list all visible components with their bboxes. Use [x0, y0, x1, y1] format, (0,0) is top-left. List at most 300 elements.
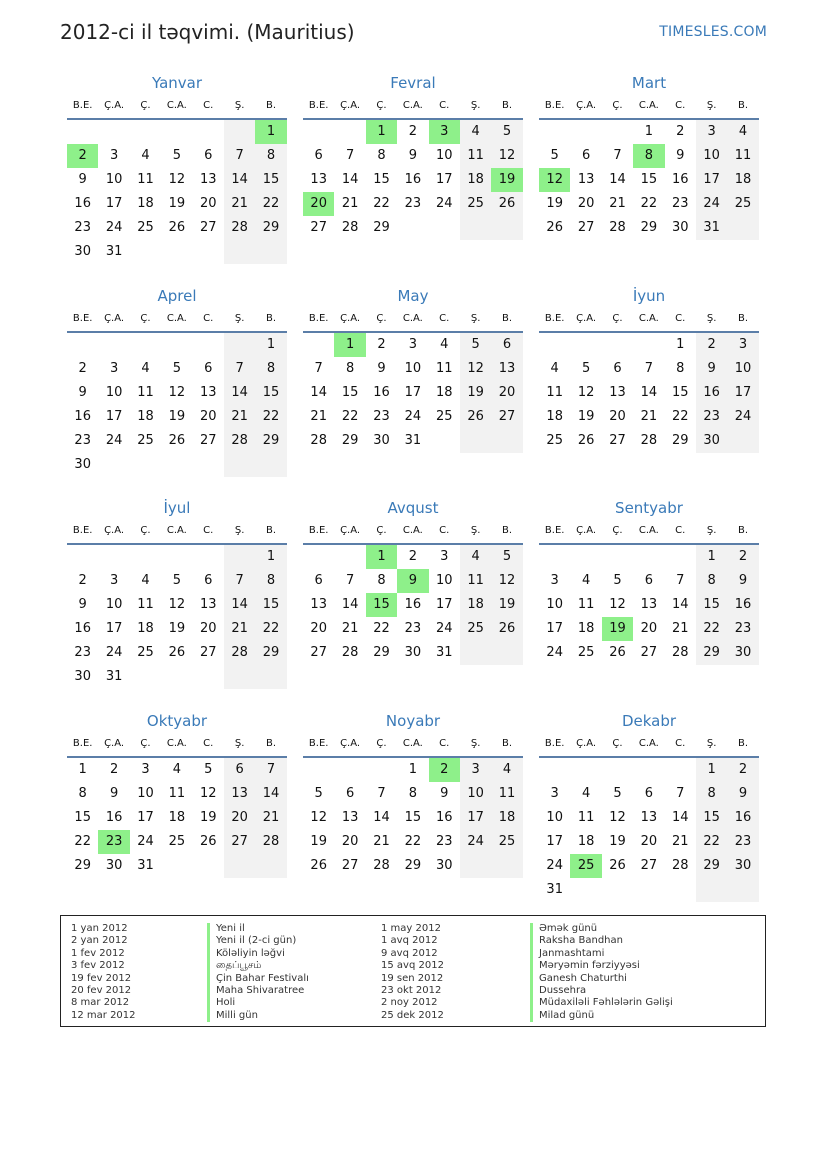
day-cell[interactable]: 12 — [609, 810, 626, 825]
day-cell[interactable]: 9 — [78, 172, 87, 187]
day-cell[interactable]: 9 — [727, 569, 758, 593]
day-cell[interactable]: 18 — [460, 168, 491, 192]
day-cell[interactable]: 20 — [341, 834, 359, 849]
day-cell[interactable]: 31 — [546, 882, 563, 897]
day-cell[interactable]: 10 — [727, 357, 758, 381]
day-cell[interactable]: 3 — [440, 549, 449, 564]
day-cell[interactable]: 17 — [105, 196, 123, 211]
day-cell[interactable]: 29 — [696, 641, 727, 665]
day-cell[interactable]: 1 — [78, 762, 87, 777]
day-cell[interactable]: 24 — [546, 858, 563, 873]
day-cell[interactable]: 2 — [727, 545, 758, 569]
day-cell[interactable]: 3 — [727, 333, 758, 357]
day-cell[interactable]: 21 — [640, 409, 658, 424]
day-cell[interactable]: 10 — [105, 385, 123, 400]
day-cell[interactable]: 30 — [671, 220, 689, 235]
day-cell[interactable]: 2 — [696, 333, 727, 357]
day-cell[interactable]: 8 — [255, 357, 286, 381]
day-cell[interactable]: 11 — [137, 385, 154, 400]
day-cell[interactable]: 23 — [727, 830, 758, 854]
day-cell[interactable]: 28 — [224, 641, 255, 665]
day-cell[interactable]: 13 — [310, 172, 327, 187]
day-cell[interactable]: 7 — [224, 144, 255, 168]
day-cell[interactable]: 12 — [491, 144, 522, 168]
day-cell[interactable]: 4 — [460, 120, 491, 144]
day-cell[interactable]: 12 — [168, 597, 186, 612]
day-cell[interactable]: 24 — [696, 192, 727, 216]
day-cell[interactable]: 18 — [546, 409, 563, 424]
day-cell[interactable]: 13 — [310, 597, 327, 612]
day-cell[interactable]: 3 — [550, 786, 559, 801]
day-cell[interactable]: 19 — [168, 409, 186, 424]
day-cell[interactable]: 30 — [74, 669, 91, 684]
day-cell[interactable]: 21 — [224, 405, 255, 429]
day-cell[interactable]: 21 — [255, 806, 286, 830]
day-cell[interactable]: 20 — [609, 409, 626, 424]
holiday-day[interactable]: 19 — [491, 168, 522, 192]
day-cell[interactable]: 22 — [404, 834, 422, 849]
day-cell[interactable]: 4 — [491, 758, 522, 782]
day-cell[interactable]: 5 — [491, 545, 522, 569]
day-cell[interactable]: 1 — [696, 758, 727, 782]
day-cell[interactable]: 14 — [671, 597, 689, 612]
day-cell[interactable]: 17 — [435, 172, 453, 187]
day-cell[interactable]: 9 — [727, 782, 758, 806]
day-cell[interactable]: 15 — [404, 810, 422, 825]
holiday-day[interactable]: 9 — [397, 569, 428, 593]
day-cell[interactable]: 27 — [491, 405, 522, 429]
day-cell[interactable]: 22 — [255, 192, 286, 216]
holiday-day[interactable]: 12 — [539, 168, 570, 192]
day-cell[interactable]: 14 — [310, 385, 327, 400]
day-cell[interactable]: 31 — [137, 858, 154, 873]
day-cell[interactable]: 29 — [373, 220, 390, 235]
day-cell[interactable]: 27 — [640, 858, 658, 873]
day-cell[interactable]: 16 — [74, 196, 91, 211]
day-cell[interactable]: 8 — [78, 786, 87, 801]
day-cell[interactable]: 30 — [727, 854, 758, 878]
day-cell[interactable]: 28 — [671, 858, 689, 873]
day-cell[interactable]: 25 — [435, 409, 453, 424]
day-cell[interactable]: 23 — [435, 834, 453, 849]
day-cell[interactable]: 8 — [255, 144, 286, 168]
day-cell[interactable]: 20 — [224, 806, 255, 830]
day-cell[interactable]: 9 — [408, 148, 417, 163]
day-cell[interactable]: 5 — [172, 573, 181, 588]
day-cell[interactable]: 11 — [577, 810, 595, 825]
day-cell[interactable]: 6 — [581, 148, 591, 163]
day-cell[interactable]: 12 — [168, 385, 186, 400]
day-cell[interactable]: 24 — [435, 196, 453, 211]
holiday-day[interactable]: 2 — [429, 758, 460, 782]
day-cell[interactable]: 2 — [78, 573, 87, 588]
day-cell[interactable]: 30 — [435, 858, 453, 873]
day-cell[interactable]: 14 — [373, 810, 390, 825]
day-cell[interactable]: 3 — [141, 762, 150, 777]
day-cell[interactable]: 12 — [609, 597, 626, 612]
day-cell[interactable]: 13 — [199, 385, 217, 400]
day-cell[interactable]: 22 — [255, 617, 286, 641]
day-cell[interactable]: 7 — [377, 786, 386, 801]
day-cell[interactable]: 24 — [727, 405, 758, 429]
day-cell[interactable]: 1 — [696, 545, 727, 569]
day-cell[interactable]: 27 — [310, 645, 327, 660]
holiday-day[interactable]: 19 — [602, 617, 633, 641]
day-cell[interactable]: 21 — [341, 621, 359, 636]
day-cell[interactable]: 26 — [168, 220, 186, 235]
day-cell[interactable]: 1 — [676, 337, 685, 352]
day-cell[interactable]: 11 — [137, 597, 154, 612]
day-cell[interactable]: 22 — [696, 830, 727, 854]
day-cell[interactable]: 9 — [78, 385, 87, 400]
day-cell[interactable]: 23 — [74, 645, 91, 660]
day-cell[interactable]: 27 — [341, 858, 359, 873]
day-cell[interactable]: 24 — [435, 621, 453, 636]
day-cell[interactable]: 26 — [546, 220, 563, 235]
day-cell[interactable]: 4 — [141, 573, 150, 588]
day-cell[interactable]: 15 — [341, 385, 359, 400]
day-cell[interactable]: 7 — [224, 357, 255, 381]
day-cell[interactable]: 11 — [137, 172, 154, 187]
day-cell[interactable]: 27 — [199, 220, 217, 235]
day-cell[interactable]: 1 — [255, 545, 286, 569]
day-cell[interactable]: 13 — [577, 172, 595, 187]
day-cell[interactable]: 3 — [109, 361, 119, 376]
day-cell[interactable]: 14 — [341, 172, 359, 187]
day-cell[interactable]: 8 — [696, 782, 727, 806]
day-cell[interactable]: 20 — [199, 409, 217, 424]
day-cell[interactable]: 4 — [141, 361, 150, 376]
day-cell[interactable]: 16 — [727, 593, 758, 617]
day-cell[interactable]: 25 — [727, 192, 758, 216]
day-cell[interactable]: 15 — [696, 806, 727, 830]
day-cell[interactable]: 16 — [671, 172, 689, 187]
day-cell[interactable]: 15 — [640, 172, 658, 187]
day-cell[interactable]: 13 — [640, 597, 658, 612]
day-cell[interactable]: 4 — [141, 148, 150, 163]
day-cell[interactable]: 23 — [373, 409, 390, 424]
day-cell[interactable]: 6 — [644, 786, 653, 801]
day-cell[interactable]: 6 — [314, 148, 323, 163]
day-cell[interactable]: 14 — [255, 782, 286, 806]
day-cell[interactable]: 4 — [581, 786, 591, 801]
day-cell[interactable]: 27 — [199, 645, 217, 660]
day-cell[interactable]: 31 — [105, 244, 123, 259]
day-cell[interactable]: 22 — [671, 409, 689, 424]
day-cell[interactable]: 9 — [109, 786, 119, 801]
day-cell[interactable]: 16 — [435, 810, 453, 825]
day-cell[interactable]: 16 — [74, 621, 91, 636]
day-cell[interactable]: 26 — [491, 617, 522, 641]
day-cell[interactable]: 16 — [74, 409, 91, 424]
day-cell[interactable]: 5 — [613, 786, 622, 801]
day-cell[interactable]: 3 — [696, 120, 727, 144]
day-cell[interactable]: 18 — [460, 593, 491, 617]
day-cell[interactable]: 23 — [727, 617, 758, 641]
day-cell[interactable]: 29 — [404, 858, 422, 873]
day-cell[interactable]: 19 — [577, 409, 595, 424]
day-cell[interactable]: 7 — [345, 573, 355, 588]
day-cell[interactable]: 11 — [435, 361, 453, 376]
day-cell[interactable]: 21 — [310, 409, 327, 424]
day-cell[interactable]: 9 — [440, 786, 449, 801]
day-cell[interactable]: 8 — [676, 361, 685, 376]
day-cell[interactable]: 8 — [377, 573, 386, 588]
day-cell[interactable]: 12 — [577, 385, 595, 400]
day-cell[interactable]: 29 — [671, 433, 689, 448]
day-cell[interactable]: 7 — [613, 148, 622, 163]
day-cell[interactable]: 4 — [440, 337, 449, 352]
day-cell[interactable]: 14 — [671, 810, 689, 825]
holiday-day[interactable]: 3 — [429, 120, 460, 144]
day-cell[interactable]: 7 — [345, 148, 355, 163]
day-cell[interactable]: 22 — [74, 834, 91, 849]
day-cell[interactable]: 6 — [644, 573, 653, 588]
day-cell[interactable]: 25 — [577, 645, 595, 660]
day-cell[interactable]: 28 — [373, 858, 390, 873]
day-cell[interactable]: 8 — [255, 569, 286, 593]
day-cell[interactable]: 19 — [310, 834, 327, 849]
day-cell[interactable]: 6 — [224, 758, 255, 782]
day-cell[interactable]: 3 — [460, 758, 491, 782]
day-cell[interactable]: 10 — [105, 597, 123, 612]
day-cell[interactable]: 26 — [168, 433, 186, 448]
day-cell[interactable]: 10 — [435, 573, 453, 588]
day-cell[interactable]: 12 — [199, 786, 217, 801]
day-cell[interactable]: 30 — [373, 433, 390, 448]
day-cell[interactable]: 19 — [460, 381, 491, 405]
day-cell[interactable]: 10 — [460, 782, 491, 806]
day-cell[interactable]: 27 — [310, 220, 327, 235]
day-cell[interactable]: 5 — [613, 573, 622, 588]
day-cell[interactable]: 2 — [377, 337, 386, 352]
day-cell[interactable]: 24 — [105, 433, 123, 448]
day-cell[interactable]: 23 — [696, 405, 727, 429]
day-cell[interactable]: 8 — [696, 569, 727, 593]
day-cell[interactable]: 9 — [696, 357, 727, 381]
day-cell[interactable]: 20 — [199, 621, 217, 636]
day-cell[interactable]: 11 — [577, 597, 595, 612]
day-cell[interactable]: 4 — [550, 361, 559, 376]
day-cell[interactable]: 17 — [105, 621, 123, 636]
day-cell[interactable]: 19 — [546, 196, 563, 211]
day-cell[interactable]: 25 — [546, 433, 563, 448]
day-cell[interactable]: 18 — [577, 834, 595, 849]
day-cell[interactable]: 30 — [74, 244, 91, 259]
day-cell[interactable]: 26 — [609, 858, 626, 873]
day-cell[interactable]: 16 — [404, 597, 422, 612]
day-cell[interactable]: 15 — [74, 810, 91, 825]
day-cell[interactable]: 15 — [373, 172, 390, 187]
day-cell[interactable]: 29 — [255, 216, 286, 240]
holiday-day[interactable]: 1 — [366, 545, 397, 569]
day-cell[interactable]: 5 — [172, 148, 181, 163]
day-cell[interactable]: 7 — [676, 786, 685, 801]
day-cell[interactable]: 13 — [640, 810, 658, 825]
day-cell[interactable]: 29 — [696, 854, 727, 878]
day-cell[interactable]: 30 — [105, 858, 123, 873]
day-cell[interactable]: 13 — [199, 597, 217, 612]
day-cell[interactable]: 6 — [491, 333, 522, 357]
day-cell[interactable]: 23 — [671, 196, 689, 211]
day-cell[interactable]: 18 — [137, 621, 154, 636]
day-cell[interactable]: 29 — [341, 433, 359, 448]
day-cell[interactable]: 15 — [696, 593, 727, 617]
day-cell[interactable]: 6 — [204, 361, 213, 376]
day-cell[interactable]: 26 — [609, 645, 626, 660]
day-cell[interactable]: 28 — [224, 216, 255, 240]
day-cell[interactable]: 16 — [373, 385, 390, 400]
day-cell[interactable]: 10 — [546, 810, 563, 825]
day-cell[interactable]: 26 — [491, 192, 522, 216]
day-cell[interactable]: 19 — [168, 621, 186, 636]
holiday-day[interactable]: 20 — [303, 192, 334, 216]
day-cell[interactable]: 16 — [696, 381, 727, 405]
day-cell[interactable]: 2 — [727, 758, 758, 782]
day-cell[interactable]: 18 — [491, 806, 522, 830]
day-cell[interactable]: 5 — [204, 762, 213, 777]
day-cell[interactable]: 26 — [577, 433, 595, 448]
day-cell[interactable]: 13 — [224, 782, 255, 806]
day-cell[interactable]: 2 — [78, 361, 87, 376]
day-cell[interactable]: 17 — [546, 834, 563, 849]
day-cell[interactable]: 20 — [640, 621, 658, 636]
day-cell[interactable]: 5 — [172, 361, 181, 376]
day-cell[interactable]: 11 — [727, 144, 758, 168]
day-cell[interactable]: 29 — [255, 429, 286, 453]
day-cell[interactable]: 6 — [314, 573, 323, 588]
day-cell[interactable]: 28 — [310, 433, 327, 448]
day-cell[interactable]: 19 — [609, 834, 626, 849]
day-cell[interactable]: 16 — [105, 810, 123, 825]
day-cell[interactable]: 22 — [373, 621, 390, 636]
day-cell[interactable]: 20 — [310, 621, 327, 636]
day-cell[interactable]: 11 — [546, 385, 563, 400]
day-cell[interactable]: 23 — [404, 196, 422, 211]
day-cell[interactable]: 31 — [105, 669, 123, 684]
day-cell[interactable]: 10 — [105, 172, 123, 187]
day-cell[interactable]: 5 — [314, 786, 323, 801]
day-cell[interactable]: 25 — [460, 192, 491, 216]
day-cell[interactable]: 15 — [255, 381, 286, 405]
day-cell[interactable]: 14 — [341, 597, 359, 612]
day-cell[interactable]: 7 — [644, 361, 653, 376]
day-cell[interactable]: 14 — [224, 381, 255, 405]
day-cell[interactable]: 23 — [74, 433, 91, 448]
day-cell[interactable]: 26 — [310, 858, 327, 873]
holiday-day[interactable]: 1 — [334, 333, 365, 357]
holiday-day[interactable]: 23 — [98, 830, 129, 854]
day-cell[interactable]: 22 — [255, 405, 286, 429]
day-cell[interactable]: 12 — [460, 357, 491, 381]
day-cell[interactable]: 6 — [204, 148, 213, 163]
day-cell[interactable]: 31 — [696, 216, 727, 240]
day-cell[interactable]: 1 — [644, 124, 653, 139]
day-cell[interactable]: 9 — [78, 597, 87, 612]
day-cell[interactable]: 29 — [373, 645, 390, 660]
day-cell[interactable]: 31 — [435, 645, 453, 660]
day-cell[interactable]: 25 — [137, 645, 154, 660]
day-cell[interactable]: 27 — [577, 220, 595, 235]
day-cell[interactable]: 25 — [491, 830, 522, 854]
day-cell[interactable]: 2 — [109, 762, 119, 777]
day-cell[interactable]: 20 — [491, 381, 522, 405]
day-cell[interactable]: 21 — [373, 834, 390, 849]
day-cell[interactable]: 29 — [255, 641, 286, 665]
day-cell[interactable]: 1 — [408, 762, 417, 777]
day-cell[interactable]: 5 — [550, 148, 559, 163]
day-cell[interactable]: 25 — [137, 220, 154, 235]
day-cell[interactable]: 4 — [581, 573, 591, 588]
day-cell[interactable]: 30 — [404, 645, 422, 660]
day-cell[interactable]: 8 — [345, 361, 355, 376]
day-cell[interactable]: 13 — [199, 172, 217, 187]
day-cell[interactable]: 28 — [224, 429, 255, 453]
day-cell[interactable]: 28 — [671, 645, 689, 660]
day-cell[interactable]: 21 — [671, 621, 689, 636]
day-cell[interactable]: 24 — [105, 645, 123, 660]
day-cell[interactable]: 28 — [341, 645, 359, 660]
day-cell[interactable]: 5 — [491, 120, 522, 144]
day-cell[interactable]: 14 — [609, 172, 626, 187]
day-cell[interactable]: 10 — [546, 597, 563, 612]
holiday-day[interactable]: 8 — [633, 144, 664, 168]
day-cell[interactable]: 7 — [255, 758, 286, 782]
day-cell[interactable]: 3 — [550, 573, 559, 588]
day-cell[interactable]: 22 — [640, 196, 658, 211]
day-cell[interactable]: 20 — [640, 834, 658, 849]
day-cell[interactable]: 8 — [377, 148, 386, 163]
day-cell[interactable]: 10 — [137, 786, 154, 801]
day-cell[interactable]: 29 — [640, 220, 658, 235]
day-cell[interactable]: 4 — [727, 120, 758, 144]
day-cell[interactable]: 6 — [613, 361, 622, 376]
day-cell[interactable]: 21 — [671, 834, 689, 849]
day-cell[interactable]: 29 — [74, 858, 91, 873]
day-cell[interactable]: 9 — [676, 148, 685, 163]
day-cell[interactable]: 4 — [172, 762, 181, 777]
holiday-day[interactable]: 15 — [366, 593, 397, 617]
day-cell[interactable]: 17 — [105, 409, 123, 424]
day-cell[interactable]: 6 — [345, 786, 355, 801]
day-cell[interactable]: 21 — [224, 192, 255, 216]
day-cell[interactable]: 25 — [137, 433, 154, 448]
day-cell[interactable]: 3 — [408, 337, 417, 352]
day-cell[interactable]: 2 — [676, 124, 685, 139]
day-cell[interactable]: 26 — [460, 405, 491, 429]
day-cell[interactable]: 21 — [341, 196, 359, 211]
day-cell[interactable]: 17 — [435, 597, 453, 612]
day-cell[interactable]: 21 — [224, 617, 255, 641]
day-cell[interactable]: 17 — [696, 168, 727, 192]
day-cell[interactable]: 27 — [224, 830, 255, 854]
day-cell[interactable]: 18 — [727, 168, 758, 192]
day-cell[interactable]: 24 — [105, 220, 123, 235]
day-cell[interactable]: 16 — [404, 172, 422, 187]
day-cell[interactable]: 7 — [676, 573, 685, 588]
day-cell[interactable]: 14 — [224, 593, 255, 617]
site-brand-link[interactable]: TIMESLES.COM — [659, 24, 767, 40]
day-cell[interactable]: 28 — [640, 433, 658, 448]
day-cell[interactable]: 3 — [109, 573, 119, 588]
day-cell[interactable]: 10 — [404, 361, 422, 376]
day-cell[interactable]: 30 — [74, 457, 91, 472]
day-cell[interactable]: 12 — [310, 810, 327, 825]
day-cell[interactable]: 23 — [404, 621, 422, 636]
holiday-day[interactable]: 25 — [570, 854, 601, 878]
day-cell[interactable]: 22 — [373, 196, 390, 211]
day-cell[interactable]: 2 — [408, 124, 417, 139]
